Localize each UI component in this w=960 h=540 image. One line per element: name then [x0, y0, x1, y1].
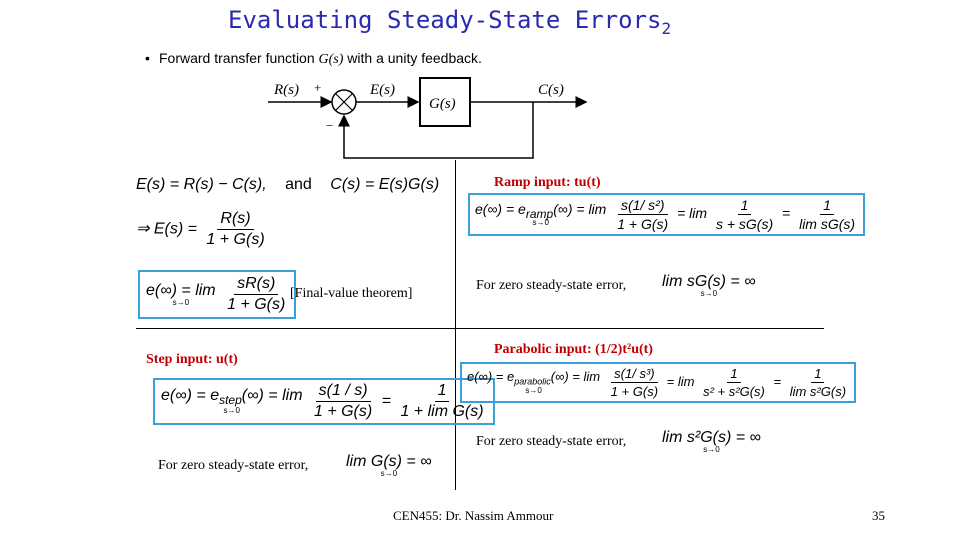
- eq3-lim: [146, 283, 216, 307]
- para-num2: 1: [727, 366, 740, 383]
- bullet-prefix: Forward transfer function: [159, 50, 319, 66]
- ramp-sub: s→0: [532, 218, 549, 228]
- para-zero-expr: [660, 430, 763, 454]
- para-zero-text: For zero steady-state error,: [476, 434, 627, 449]
- vertical-divider: [455, 160, 456, 490]
- ramp-eq2: =: [782, 205, 791, 222]
- step-den2-text: 1 + lim G(s): [400, 403, 484, 420]
- eq2-lhs: ⇒ E(s) =: [136, 220, 197, 238]
- para-zero-lim: [662, 430, 761, 454]
- error-label: E(s): [370, 82, 395, 98]
- step-sub: s→0: [223, 405, 240, 415]
- ramp-num2: 1: [738, 197, 752, 215]
- para-den: 1 + G(s): [610, 384, 659, 399]
- ramp-den: 1 + G(s): [617, 216, 669, 232]
- bullet-text: [145, 50, 482, 68]
- ramp-zero-sub: s→0: [700, 289, 718, 298]
- step-lhs2: (∞) = lim: [241, 387, 303, 405]
- horizontal-divider: [136, 328, 824, 329]
- parabolic-input-label: Parabolic input: (1/2)t²u(t): [494, 342, 653, 357]
- final-value-note: [Final-value theorem]: [290, 286, 413, 301]
- block-diagram: [268, 72, 588, 164]
- para-num: s(1/ s³): [611, 366, 657, 383]
- ramp-fraction: [614, 197, 671, 232]
- para-den3: lim s²G(s): [789, 384, 847, 399]
- para-lhs-sub: parabolic: [514, 376, 551, 387]
- footer-text: CEN455: Dr. Nassim Ammour: [393, 508, 554, 523]
- plus-sign: +: [314, 80, 322, 95]
- step-den: 1 + G(s): [313, 403, 373, 420]
- para-zero-sub: s→0: [703, 445, 720, 454]
- step-num: s(1 / s): [316, 382, 371, 402]
- step-zero-sub: s→0: [380, 469, 398, 478]
- para-lhs: e(∞) = e: [467, 369, 515, 385]
- step-input-label: Step input: u(t): [146, 352, 238, 367]
- ramp-lhs2: (∞) = lim: [553, 200, 607, 217]
- ramp-lhs: e(∞) = e: [475, 200, 526, 217]
- block-label: G(s): [429, 96, 456, 112]
- eq2-num: R(s): [217, 210, 253, 230]
- step-lhs: e(∞) = e: [161, 387, 220, 405]
- para-lhs2: (∞) = lim: [550, 369, 601, 385]
- para-fraction: [608, 366, 661, 399]
- bullet-dot: •: [145, 50, 150, 66]
- para-sub: s→0: [525, 385, 542, 395]
- ramp-zero-lim: [662, 274, 756, 298]
- eq3-lhs: e(∞) = lim: [146, 281, 216, 299]
- eq2-fraction: [203, 210, 267, 249]
- minus-sign: −: [326, 118, 334, 133]
- step-lhs-sub: step: [219, 393, 242, 408]
- ramp-error-box: [468, 193, 865, 236]
- ramp-den3: lim sG(s): [799, 216, 856, 232]
- step-den2: [397, 402, 486, 421]
- ramp-fraction-3: [796, 197, 858, 232]
- parabolic-error-box: [460, 362, 856, 403]
- ramp-input-label: Ramp input: tu(t): [494, 175, 601, 190]
- ramp-lim: [475, 202, 606, 228]
- para-eq1: = lim: [666, 373, 695, 389]
- output-label: C(s): [538, 82, 564, 98]
- ramp-lhs-sub: ramp: [525, 206, 554, 221]
- step-eq: =: [381, 392, 391, 410]
- para-zero-expr-text: lim s²G(s) = ∞: [662, 429, 761, 446]
- ramp-lhs-group: [475, 202, 606, 220]
- title-subscript: 2: [661, 18, 672, 38]
- step-fraction: [311, 382, 375, 421]
- step-zero-expr: [344, 454, 434, 478]
- para-num3: 1: [811, 366, 824, 383]
- step-zero-expr-text: lim G(s) = ∞: [346, 453, 432, 470]
- eq3-den: 1 + G(s): [227, 296, 286, 313]
- ramp-zero-text: For zero steady-state error,: [476, 278, 627, 293]
- step-lim: [161, 388, 303, 414]
- ramp-zero-expr: [660, 274, 758, 298]
- step-num2: 1: [435, 382, 450, 402]
- para-fraction-2: [700, 366, 768, 399]
- eq2-den: 1 + G(s): [206, 231, 265, 248]
- eq1-and: and: [285, 176, 312, 193]
- ramp-fraction-2: [713, 197, 776, 232]
- title-text: Evaluating Steady-State Errors: [228, 6, 662, 34]
- bullet-suffix: with a unity feedback.: [343, 50, 482, 66]
- summing-junction: [332, 90, 356, 114]
- error-equation: [136, 176, 439, 194]
- input-label: R(s): [274, 82, 299, 98]
- step-error-box: [153, 378, 495, 425]
- step-lhs-group: [161, 388, 303, 406]
- slide-title: [228, 6, 671, 38]
- step-zero-lim: [346, 454, 432, 478]
- eq3-fraction: [224, 275, 288, 314]
- para-den2: s² + s²G(s): [703, 384, 765, 399]
- eq1-part-a: E(s) = R(s) − C(s),: [136, 176, 267, 193]
- page-number: 35: [872, 508, 885, 523]
- ramp-eq1: = lim: [677, 205, 708, 222]
- ramp-den2: s + sG(s): [715, 216, 774, 232]
- step-zero-text: For zero steady-state error,: [158, 458, 309, 473]
- ramp-zero-expr-text: lim sG(s) = ∞: [662, 273, 756, 290]
- eq3-sub: s→0: [172, 297, 190, 307]
- para-lhs-group: [467, 370, 600, 387]
- ramp-num3: 1: [820, 197, 834, 215]
- final-value-box: [138, 270, 296, 319]
- para-lim: [467, 370, 600, 395]
- ramp-num: s(1/ s²): [618, 197, 668, 215]
- bullet-func: G(s): [318, 52, 344, 67]
- para-eq2: =: [773, 373, 782, 389]
- para-fraction-3: [787, 366, 849, 399]
- eq1-part-b: C(s) = E(s)G(s): [330, 176, 440, 193]
- eq3-num: sR(s): [234, 275, 278, 295]
- error-solution: [136, 210, 270, 249]
